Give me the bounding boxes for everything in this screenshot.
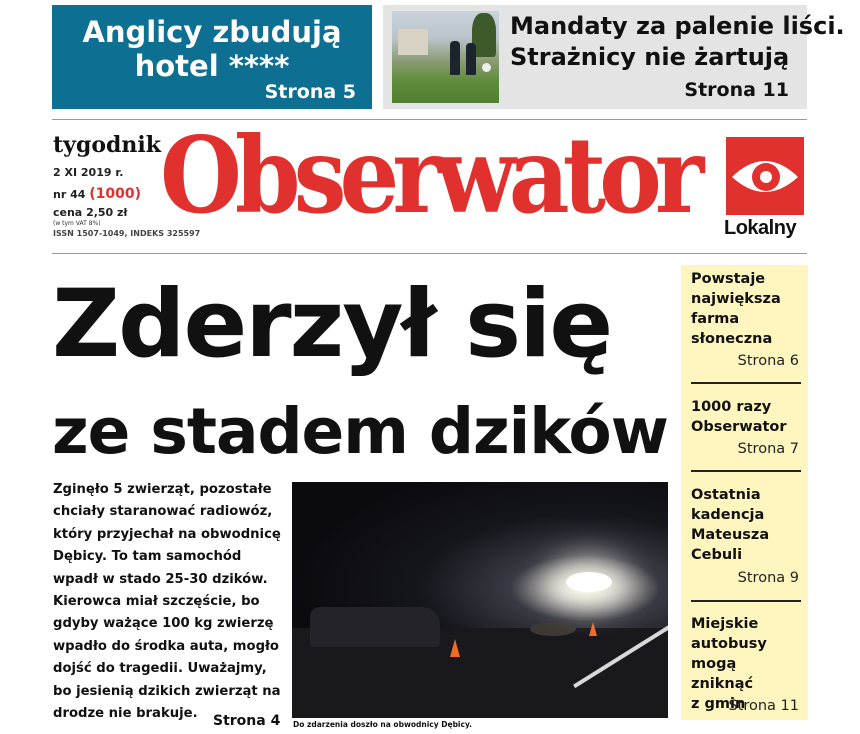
headline-line1[interactable]: Zderzył się bbox=[52, 270, 612, 379]
sidebar-item-line: autobusy bbox=[691, 636, 767, 652]
lead-line: chciały staranować radiowóz, bbox=[53, 504, 273, 520]
teaser-hotel-line1: Anglicy zbudują bbox=[82, 15, 342, 49]
photo-dog bbox=[482, 63, 491, 72]
sidebar-item-term[interactable] bbox=[691, 485, 801, 565]
photo-boar bbox=[530, 622, 576, 636]
sidebar-page-6[interactable]: Strona 6 bbox=[737, 353, 799, 369]
issue-number bbox=[53, 186, 141, 202]
teaser-fines-page: Strona 11 bbox=[684, 79, 789, 101]
issue-vat: (w tym VAT 8%) bbox=[53, 220, 101, 227]
teaser-fines-line2: Strażnicy nie żartują bbox=[510, 43, 790, 71]
photo-cone bbox=[589, 622, 597, 636]
sidebar-page-9[interactable]: Strona 9 bbox=[737, 570, 799, 586]
lead-line: Dębicy. To tam samochód bbox=[53, 549, 242, 565]
teaser-fines-photo bbox=[392, 11, 499, 103]
weekly-label: tygodnik bbox=[53, 132, 161, 158]
lead-line: Zginęło 5 zwierząt, pozostałe bbox=[53, 482, 272, 497]
photo-car bbox=[310, 607, 440, 647]
lead-line: wpadło do środka auta, mogło bbox=[53, 638, 279, 654]
masthead-title[interactable]: Obserwator bbox=[160, 114, 698, 238]
headline-line2[interactable]: ze stadem dzików bbox=[52, 395, 668, 468]
teaser-fines-line1: Mandaty za palenie liści. bbox=[510, 12, 845, 40]
lead-paragraph bbox=[53, 479, 285, 725]
photo-headlights bbox=[566, 572, 612, 592]
sidebar-item-line: słoneczna bbox=[691, 331, 773, 347]
lead-line: który przyjechał na obwodnicę bbox=[53, 526, 281, 542]
issue-total: (1000) bbox=[89, 186, 142, 202]
lead-page-ref[interactable]: Strona 4 bbox=[213, 713, 281, 729]
issue-price: cena 2,50 zł bbox=[53, 206, 128, 219]
lead-line: drodze nie brakuje. bbox=[53, 706, 198, 722]
sidebar-item-line: Miejskie bbox=[691, 616, 759, 632]
eye-logo-icon[interactable] bbox=[726, 137, 804, 215]
sidebar-item-1000-issues[interactable] bbox=[691, 397, 801, 437]
accident-photo bbox=[292, 482, 668, 718]
sidebar-item-line: farma bbox=[691, 311, 740, 327]
issn-index: ISSN 1507-1049, INDEKS 325597 bbox=[53, 229, 201, 238]
sidebar-item-line: Ostatnia bbox=[691, 487, 761, 503]
sidebar-divider bbox=[691, 470, 801, 472]
lead-line: Kierowca miał szczęście, bo bbox=[53, 594, 260, 610]
sidebar-item-line: Obserwator bbox=[691, 419, 787, 435]
sidebar-item-line: Cebuli bbox=[691, 547, 743, 563]
photo-guard-2 bbox=[466, 43, 476, 75]
issue-date: 2 XI 2019 r. bbox=[53, 166, 124, 179]
divider-masthead bbox=[52, 253, 807, 254]
lead-line: dojść do tragedii. Uważajmy, bbox=[53, 661, 267, 677]
teaser-hotel[interactable] bbox=[52, 5, 372, 109]
photo-caption: Do zdarzenia doszło na obwodnicy Dębicy. bbox=[293, 720, 473, 729]
sidebar-page-11[interactable]: Strona 11 bbox=[728, 698, 799, 714]
sidebar-teasers bbox=[681, 265, 808, 720]
teaser-hotel-page: Strona 5 bbox=[264, 81, 356, 103]
sidebar-divider bbox=[691, 600, 801, 602]
photo-guard-1 bbox=[450, 41, 460, 75]
photo-house bbox=[398, 29, 428, 55]
sidebar-item-line: kadencja bbox=[691, 507, 765, 523]
sidebar-page-7[interactable]: Strona 7 bbox=[737, 441, 799, 457]
sidebar-item-line: z gmin bbox=[691, 696, 746, 712]
issue-prefix: nr 44 bbox=[53, 188, 86, 201]
teaser-hotel-line2: hotel **** bbox=[134, 49, 290, 83]
sidebar-item-line: Powstaje bbox=[691, 271, 766, 287]
lead-line: wpadł w stado 25-30 dzików. bbox=[53, 571, 268, 587]
sidebar-item-line: mogą zniknąć bbox=[691, 656, 754, 692]
lead-line: bo jesienią dzikich zwierząt na bbox=[53, 683, 281, 699]
sidebar-divider bbox=[691, 382, 801, 384]
sidebar-item-line: Mateusza bbox=[691, 527, 770, 543]
sidebar-item-solar-farm[interactable] bbox=[691, 269, 801, 349]
photo-cone bbox=[450, 639, 460, 657]
lead-line: gdyby ważące 100 kg zwierzę bbox=[53, 616, 274, 632]
sidebar-item-line: 1000 razy bbox=[691, 399, 772, 415]
logo-label: Lokalny bbox=[724, 217, 797, 239]
teaser-fines[interactable] bbox=[383, 5, 845, 109]
sidebar-item-line: największa bbox=[691, 291, 781, 307]
